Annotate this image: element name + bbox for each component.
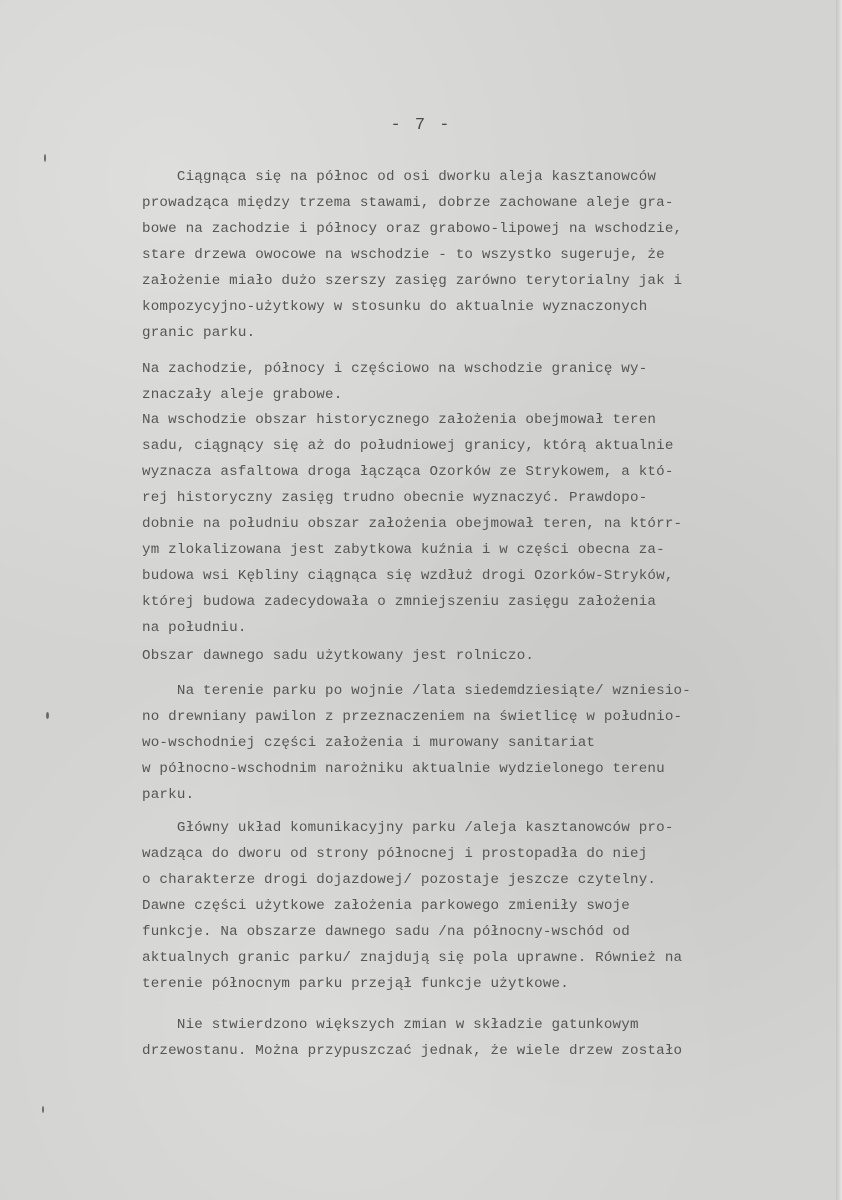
- paragraph-4: Obszar dawnego sadu użytkowany jest rolniczo.: [142, 648, 535, 664]
- page-number: - 7 -: [390, 116, 452, 135]
- margin-speck: [46, 712, 49, 719]
- paragraph-5: Na terenie parku po wojnie /lata siedemdziesiąte/ wzniesio- no drewniany pawilon z przeznaczeniem na świetlicę w południo- wo-wschodniej części założenia i murowany sanitariat w północno-wschodnim narożniku aktualnie wydzielonego terenu parku.: [142, 683, 691, 803]
- margin-speck: [42, 1106, 44, 1113]
- page-edge: [836, 0, 842, 1200]
- margin-speck: [44, 154, 46, 162]
- paragraph-7: Nie stwierdzono większych zmian w składzie gatunkowym drzewostanu. Można przypuszczać jednak, że wiele drzew zostało: [142, 1017, 683, 1059]
- paragraph-1: Ciągnąca się na północ od osi dworku aleja kasztanowców prowadząca między trzema stawami, dobrze zachowane aleje gra- bowe na zachodzie i północy oraz grabowo-lipowej na wschodzie, stare drzewa owocowe na wschodzie - to wszystko sugeruje, że założenie miało dużo szerszy zasięg zarówno terytorialny jak i kompozycyjno-użytkowy w stosunku do aktualnie wyznaczonych granic parku.: [142, 169, 683, 341]
- paragraph-6: Główny układ komunikacyjny parku /aleja kasztanowców pro- wadząca do dworu od strony północnej i prostopadła do niej o charakterze drogi dojazdowej/ pozostaje jeszcze czytelny. Dawne części użytkowe założenia parkowego zmieniły swoje funkcje. Na obszarze dawnego sadu /na północny-wschód od aktualnych granic parku/ znajdują się pola uprawne. Również na terenie północnym parku przejął funkcje użytkowe.: [142, 820, 683, 992]
- paragraph-2: Na zachodzie, północy i częściowo na wschodzie granicę wy- znaczały aleje grabowe.: [142, 361, 648, 403]
- paragraph-3: Na wschodzie obszar historycznego założenia obejmował teren sadu, ciągnący się aż do południowej granicy, którą aktualnie wyznacza asfaltowa droga łącząca Ozorków ze Strykowem, a któ- rej historyczny zasięg trudno obecnie wyznaczyć. Prawdopo- dobnie na południu obszar założenia obejmował teren, na którr- ym zlokalizowana jest zabytkowa kuźnia i w części obecna za- budowa wsi Kębliny ciągnąca się wzdłuż drogi Ozorków-Stryków, której budowa zadecydowała o zmniejszeniu zasięgu założenia na południu.: [142, 412, 683, 636]
